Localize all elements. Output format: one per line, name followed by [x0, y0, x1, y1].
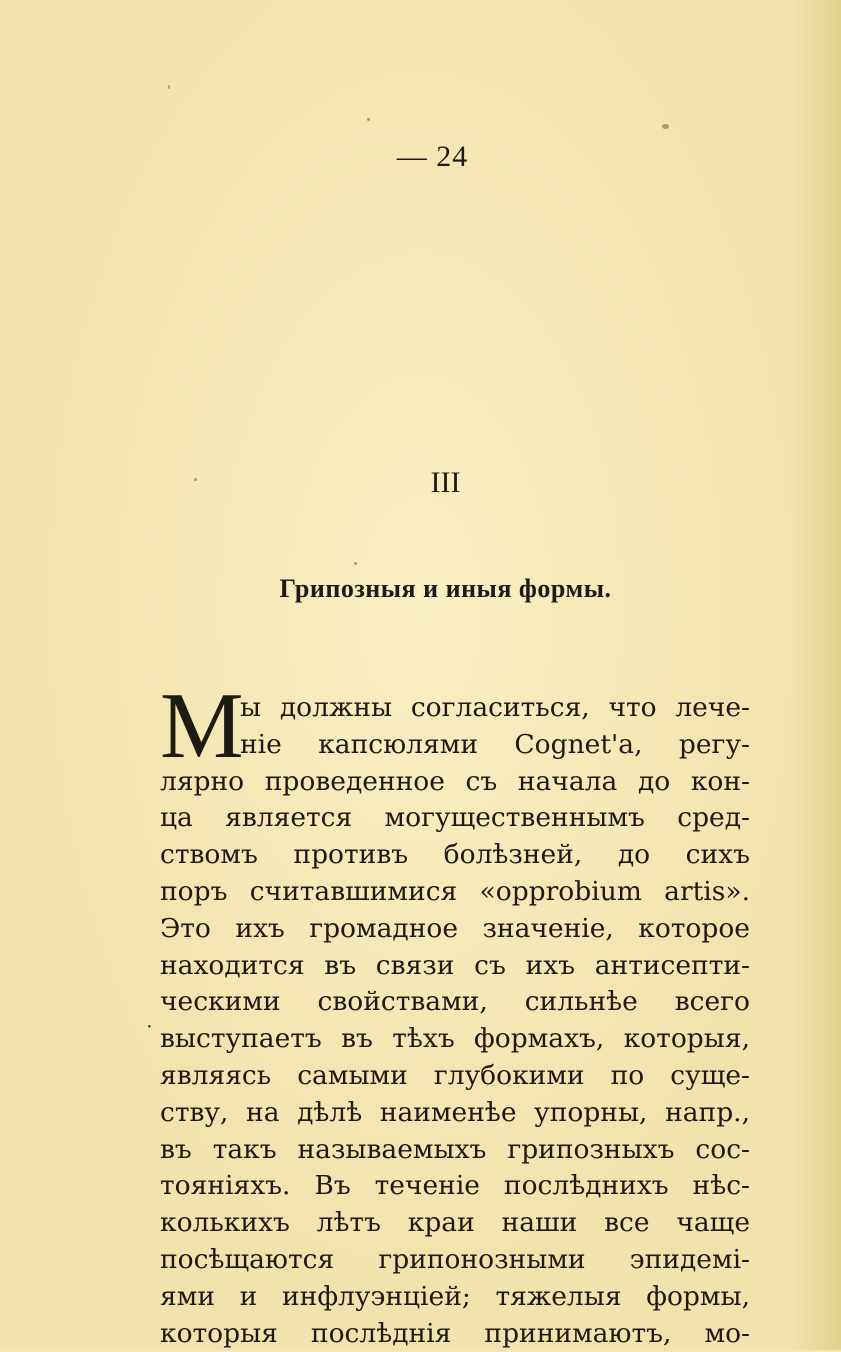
text-line: колькихъ лѣтъ краи наши все чаще — [160, 1207, 750, 1239]
text-line: находится въ связи съ ихъ антисепти- — [160, 949, 750, 981]
paper-speck — [168, 85, 170, 89]
chapter-title: Грипозныя и иныя формы. — [279, 574, 612, 603]
paper-speck — [662, 124, 669, 129]
margin-dot: · — [146, 1016, 153, 1038]
text-line: ями и инфлуэнціей; тяжелыя формы, — [160, 1280, 750, 1312]
drop-cap: М — [160, 674, 242, 778]
text-line: въ такъ называемыхъ грипозныхъ сос- — [160, 1133, 750, 1165]
text-line: Это ихъ громадное значеніе, которое — [160, 912, 750, 944]
text-line: ческими свойствами, сильнѣе всего — [160, 986, 750, 1018]
text-line: ству, на дѣлѣ наименѣе упорны, напр., — [160, 1096, 750, 1128]
page-number: — 24 — [396, 140, 469, 173]
body-paragraph — [160, 674, 750, 1352]
text-line: которыя послѣднія принимаютъ, мо- — [160, 1317, 750, 1349]
text-line: выступаетъ въ тѣхъ формахъ, которыя, — [160, 1023, 750, 1055]
text-line: ствомъ противъ болѣзней, до сихъ — [160, 839, 750, 871]
text-line: поръ считавшимися «opprobium artis». — [160, 875, 750, 907]
text-line: ы должны согласиться, что лече- — [240, 692, 750, 723]
text-line: лярно проведенное съ начала до кон- — [160, 765, 750, 797]
text-line: ца является могущественнымъ сред- — [160, 802, 750, 834]
paper-speck — [194, 478, 197, 481]
paper-speck — [354, 562, 357, 565]
text-line: ніе капсюлями Cognet'a, регу- — [240, 728, 750, 760]
text-line: тояніяхъ. Въ теченіе послѣднихъ нѣс- — [160, 1170, 750, 1202]
paper-speck — [367, 118, 370, 121]
text-line: являясь самыми глубокими по суще- — [160, 1059, 750, 1091]
text-line: посѣщаются грипонозными эпидемі- — [160, 1243, 750, 1275]
chapter-number: III — [430, 466, 461, 499]
